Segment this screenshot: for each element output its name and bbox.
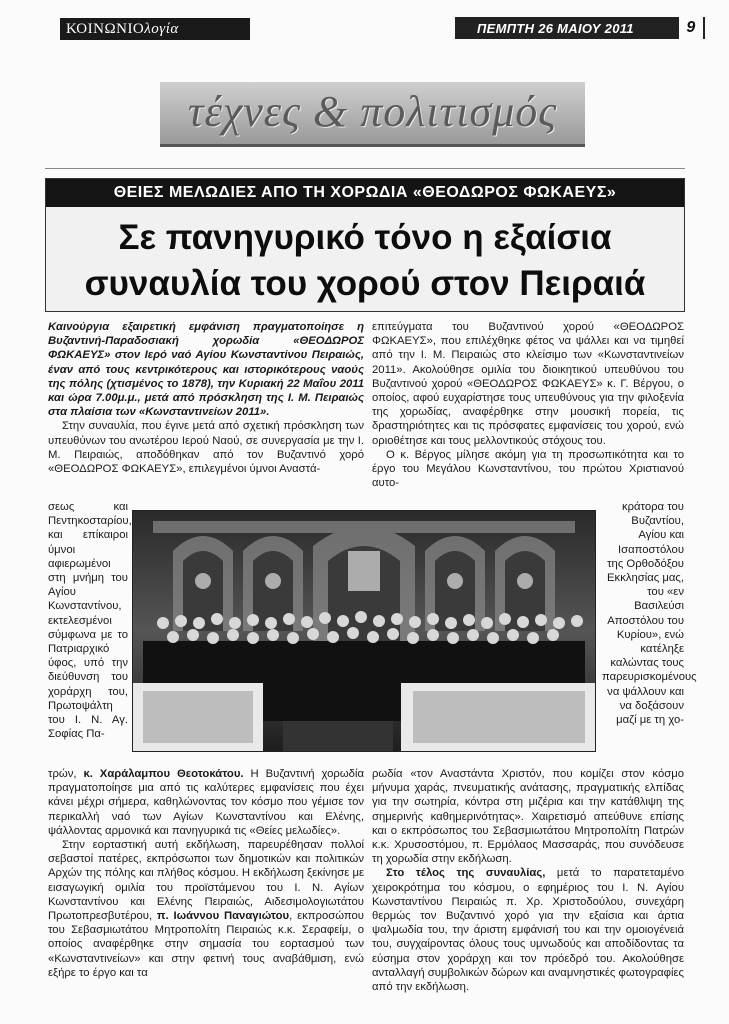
- paragraph-text: τρών,: [48, 768, 84, 780]
- text-wrap-right: κράτορα του Βυζαντίου, Αγίου και Ισαποστόλου της Ορθοδόξου Εκκλησίας μας, του «εν Βασιλεύσι Αποστόλου του Κυρίου», ενώ κατέληξε καλώντας τους παρευρισκομένους να ψάλλουν και να δοξάσουν μαζί με τη χο-: [602, 501, 697, 727]
- headline-line-1: Σε πανηγυρικό τόνο η εξαίσια: [118, 218, 612, 257]
- paragraph-text: Η Βυζαντινή χορωδία πραγματοποίησε μια από τις καλύτερες εμφανίσεις που έχει κάνει μέχρι σήμερα, καθηλώνοντας τον κόσμο που γέμισε τον περικαλλή ναό των Αγίων Κωνσταντίνου και Ελένης, ψάλλοντας αρμονικά και πανηγυρικά τις «Θείες μελωδίες».: [48, 768, 365, 837]
- article-column-2-bottom: [372, 767, 684, 994]
- choir-photo: [132, 510, 596, 752]
- article-headline: [46, 215, 684, 307]
- section-tag-suffix: λογία: [144, 20, 179, 37]
- text-wrap-left: σεως και Πεντηκοσταρίου, και επίκαιροι ύμνοι αφιερωμένοι στη μνήμη του Αγίου Κωνσταντίνου, εκτελεσμένοι σύμφωνα με το Πατριαρχικό ύφος, υπό την διεύθυνση του χοράρχη του, Πρωτοψάλτη του Ι. Ν. Αγ. Σοφίας Πα-: [48, 501, 132, 741]
- choir-photo-image: [133, 511, 595, 751]
- article-paragraph: [48, 767, 364, 838]
- article-column-1-bottom: [48, 767, 364, 980]
- section-tag-main: ΚΟΙΝΩΝΙΟ: [66, 20, 145, 37]
- issue-date: ΠΕΜΠΤΗ 26 ΜΑΙΟΥ 2011: [477, 20, 634, 36]
- paragraph-text: μετά το παρατεταμένο χειροκρότημα του κόσμου, ο εφημέριος του Ι. Ν. Αγίου Κωνσταντίνου Πειραιώς π. Χρ. Χριστοδούλου, συνεχάρη θερμώς τον Βυζαντινό χορό για την εξαίσια και άρτια ψαλμωδία του, την άριστη εμφάνισή του και την ομοιογένειά του, συγχαίροντας όλους τους υμνωδούς και αποδίδοντας τα εύσημα στον χοράρχη και τον πρόεδρό του. Ακολούθησε ανταλλαγή συμβολικών δώρων και αναμνηστικές φωτογραφίες από την εκδήλωση.: [372, 867, 684, 994]
- section-tag: [60, 18, 250, 40]
- article-paragraph: [372, 866, 684, 994]
- divider: [45, 168, 685, 169]
- article-kicker: ΘΕΙΕΣ ΜΕΛΩΔΙΕΣ ΑΠΟ ΤΗ ΧΟΡΩΔΙΑ «ΘΕΟΔΩΡΟΣ ΦΩΚΑΕΥΣ»: [46, 179, 684, 207]
- section-banner-title: τέχνες & πολιτισμός: [187, 87, 558, 136]
- section-banner: [160, 82, 585, 147]
- paragraph-text: , εκπροσώπου του Σεβασμιωτάτου Μητροπολίτη Πειραιώς κ.κ. Σεραφείμ, ο οποίος αναφέρθηκε στην σημασία του εορτασμού των «Κωνσταντινείων» και στην φετινή τους αναβάθμιση, ενώ εξήρε το έργο και τα: [48, 910, 364, 979]
- article-lead: Καινούργια εξαιρετική εμφάνιση πραγματοποίησε η Βυζαντινή-Παραδοσιακή χορωδία «ΘΕΟΔΩΡΟΣ ΦΩΚΑΕΥΣ» στον Ιερό ναό Αγίου Κωνσταντίνου Πειραιώς, έναν από τους κεντρικότερους και ιστορικότερους ναούς της πόλης (χτισμένος το 1878), την Κυριακή 22 Μαΐου 2011 και ώρα 7.00μ.μ., μετά από πρόσκληση της Ι. Μ. Πειραιώς στα πλαίσια των «Κωνσταντινείων 2011».: [48, 321, 364, 419]
- priest-name: π. Ιωάννου Παναγιώτου: [156, 910, 290, 923]
- issue-date-bar: [455, 17, 705, 39]
- paragraph-text: Στην εορταστική αυτή εκδήλωση, παρευρέθησαν πολλοί σεβαστοί πατέρες, εκπρόσωποι των δημοτικών και πολιτικών Αρχών της πόλης και πλήθος κόσμου. Η εκδήλωση ξεκίνησε με εισαγωγική ομιλία του προϊστάμενου του Ι. Ν. Αγίων Κωνσταντίνου και Ελένης Πειραιώς, Αιδεσιμολογιωτάτου Πρωτοπρεσβυτέρου,: [48, 839, 364, 923]
- article-paragraph: επιτεύγματα του Βυζαντινού χορού «ΘΕΟΔΩΡΟΣ ΦΩΚΑΕΥΣ», που επιλέχθηκε φέτος να ψάλλει και να τιμηθεί από την Ι. Μ. Πειραιώς στο κλείσιμο των «Κωνσταντινείων 2011». Ακολούθησε ομιλία του διοικητικού υπευθύνου του Βυζαντινού χορού «ΘΕΟΔΩΡΟΣ ΦΩΚΑΕΥΣ» κ. Γ. Βέργου, ο οποίος, αφού ευχαρίστησε τους υπευθύνους για την φιλοξενία της χορωδίας, αναφέρθηκε στην μουσική πορεία, τις δραστηριότητες και τις πρόσφατες εμφανίσεις του χορού, ενώ οριοθέτησε και τους μελλοντικούς στόχους του.: [372, 321, 684, 447]
- article-column-1-top: [48, 320, 364, 476]
- article-column-2-top: [372, 320, 684, 490]
- conductor-name: κ. Χαράλαμπου Θεοτοκάτου.: [83, 768, 244, 780]
- headline-box: [45, 178, 685, 312]
- article-paragraph: ρωδία «τον Αναστάντα Χριστόν, που κομίζει στον κόσμο μήνυμα χαράς, πνευματικής ανάτασης, πραγματικής ελπίδας για την σωτηρία, κόντρα στη μιζέρια και την κατάθλιψη της σημερινής καθημερινότητας». Χαιρετισμό απεύθυνε επίσης και ο εκπρόσωπος του Σεβασμιωτάτου Μητροπολίτη Πατρών κ.κ. Χρυσοστόμου, π. Ερμόλαος Μασσαράς, που συνόδευσε τη χορωδία στην εκδήλωση.: [372, 768, 684, 866]
- article-paragraph: Ο κ. Βέργος μίλησε ακόμη για τη προσωπικότητα και το έργο του Μεγάλου Κωνσταντίνου, του πρώτου Χριστιανού αυτο-: [372, 448, 684, 490]
- page-number: 9: [679, 17, 703, 39]
- article-paragraph: [48, 838, 364, 980]
- article-paragraph: Στην συναυλία, που έγινε μετά από σχετική πρόσκληση των υπευθύνων του ανωτέρου Ιερού Ναού, σε συνεργασία με την Ι. Μ. Πειραιώς, αποδόθηκαν από τον Βυζαντινό χορό «ΘΕΟΔΩΡΟΣ ΦΩΚΑΕΥΣ», επιλεγμένοι ύμνοι Αναστά-: [48, 420, 364, 476]
- paragraph-lead-bold: Στο τέλος της συναυλίας,: [386, 867, 546, 880]
- headline-line-2: συναυλία του χορού στον Πειραιά: [84, 264, 646, 303]
